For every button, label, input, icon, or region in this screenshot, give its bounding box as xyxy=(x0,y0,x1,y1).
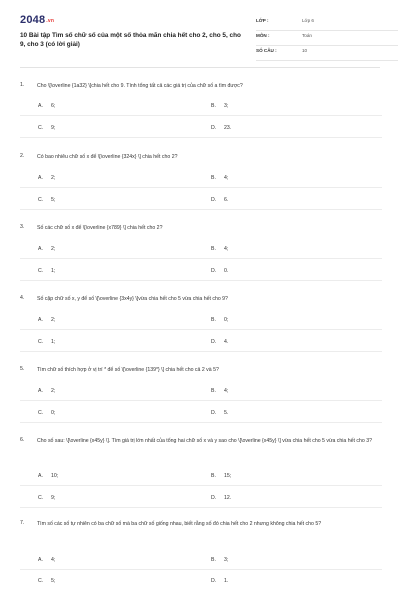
question-number: 4. xyxy=(20,295,25,301)
option-d[interactable]: D. 5. xyxy=(211,410,229,416)
option-divider xyxy=(20,187,382,188)
meta-key: SỐ CÂU : xyxy=(256,48,277,53)
question-number: 5. xyxy=(20,366,25,372)
option-divider xyxy=(20,400,382,401)
question-divider xyxy=(20,422,382,423)
question-text: Tìm chữ số thích hợp ở vị trí * để số \[\overline {139*} \] chia hết cho cả 2 và 5? xyxy=(37,367,219,373)
option-divider xyxy=(20,115,382,116)
option-b[interactable]: B. 15; xyxy=(211,473,232,479)
meta-key: MÔN : xyxy=(256,33,270,38)
option-b[interactable]: B. 4; xyxy=(211,246,229,252)
option-d[interactable]: D. 4. xyxy=(211,339,229,345)
question-1 xyxy=(20,82,382,152)
question-number: 7. xyxy=(20,520,25,526)
question-2 xyxy=(20,153,382,223)
meta-value: Lớp 6 xyxy=(302,18,314,23)
option-b[interactable]: B. 3; xyxy=(211,557,229,563)
option-d[interactable]: D. 6. xyxy=(211,197,229,203)
option-d[interactable]: D. 23. xyxy=(211,125,232,131)
question-divider xyxy=(20,507,382,508)
question-text: Tìm số các số tự nhiên có ba chữ số mà ba chữ số giống nhau, biết rằng số đó chia hết cho 2 nhưng không chia hết cho 5? xyxy=(37,521,322,527)
meta-value: Toán xyxy=(302,33,312,38)
option-d[interactable]: D. 1. xyxy=(211,578,229,584)
question-divider xyxy=(20,280,382,281)
question-text: Số cặp chữ số x, y để số \[\overline {3x4y} \]vừa chia hết cho 5 vừa chia hết cho 9? xyxy=(37,296,228,302)
option-c[interactable]: C. 9; xyxy=(38,495,56,501)
question-number: 3. xyxy=(20,224,25,230)
option-c[interactable]: C. 5; xyxy=(38,197,56,203)
option-c[interactable]: C. 9; xyxy=(38,125,56,131)
question-text: Số các chữ số x để \[\overline {x789} \] chia hết cho 2? xyxy=(37,225,163,231)
option-a[interactable]: A. 2; xyxy=(38,388,56,394)
logo-suffix: .vn xyxy=(46,18,55,24)
question-6 xyxy=(20,437,382,517)
meta-panel xyxy=(256,16,398,61)
question-3 xyxy=(20,224,382,294)
option-d[interactable]: D. 0. xyxy=(211,268,229,274)
meta-row-subject xyxy=(256,31,398,46)
option-a[interactable]: A. 10; xyxy=(38,473,59,479)
option-b[interactable]: B. 4; xyxy=(211,175,229,181)
question-number: 2. xyxy=(20,153,25,159)
option-divider xyxy=(20,258,382,259)
option-divider xyxy=(20,485,382,486)
option-a[interactable]: A. 2; xyxy=(38,246,56,252)
option-c[interactable]: C. 0; xyxy=(38,410,56,416)
question-4 xyxy=(20,295,382,365)
question-text: Cho \[\overline {1a32} \]chia hết cho 9. Tính tổng tất cả các giá trị của chữ số a tìm được? xyxy=(37,83,243,89)
option-c[interactable]: C. 1; xyxy=(38,339,56,345)
option-divider xyxy=(20,569,382,570)
option-c[interactable]: C. 5; xyxy=(38,578,56,584)
document-header xyxy=(20,12,380,72)
option-a[interactable]: A. 2; xyxy=(38,317,56,323)
question-divider xyxy=(20,137,382,138)
question-divider xyxy=(20,351,382,352)
question-text: Có bao nhiêu chữ số x để \[\overline {324x} \] chia hết cho 2? xyxy=(37,154,178,160)
meta-key: LỚP : xyxy=(256,18,269,23)
question-number: 6. xyxy=(20,437,25,443)
meta-value: 10 xyxy=(302,48,308,53)
question-text: Cho số sau: \[\overline {x45y} \]. Tìm giá trị lớn nhất của tổng hai chữ số x và y sao cho \[\overline {x45y} \] vừa chia hết cho 5 vừa chia hết cho 3? xyxy=(37,438,372,444)
question-number: 1. xyxy=(20,82,25,88)
document-title: 10 Bài tập Tìm số chữ số của một số thỏa mãn chia hết cho 2, cho 5, cho 9, cho 3 (có lời giải) xyxy=(20,32,241,48)
option-b[interactable]: B. 3; xyxy=(211,103,229,109)
option-a[interactable]: A. 4; xyxy=(38,557,56,563)
option-a[interactable]: A. 6; xyxy=(38,103,56,109)
option-a[interactable]: A. 2; xyxy=(38,175,56,181)
question-7 xyxy=(20,520,382,600)
option-divider xyxy=(20,329,382,330)
header-divider xyxy=(20,67,380,68)
option-b[interactable]: B. 0; xyxy=(211,317,229,323)
site-logo[interactable] xyxy=(20,14,54,26)
meta-row-count xyxy=(256,46,398,61)
option-d[interactable]: D. 12. xyxy=(211,495,232,501)
logo-text: 2048 xyxy=(20,14,46,26)
question-5 xyxy=(20,366,382,436)
option-c[interactable]: C. 1; xyxy=(38,268,56,274)
question-divider xyxy=(20,209,382,210)
meta-row-class xyxy=(256,16,398,31)
option-b[interactable]: B. 4; xyxy=(211,388,229,394)
